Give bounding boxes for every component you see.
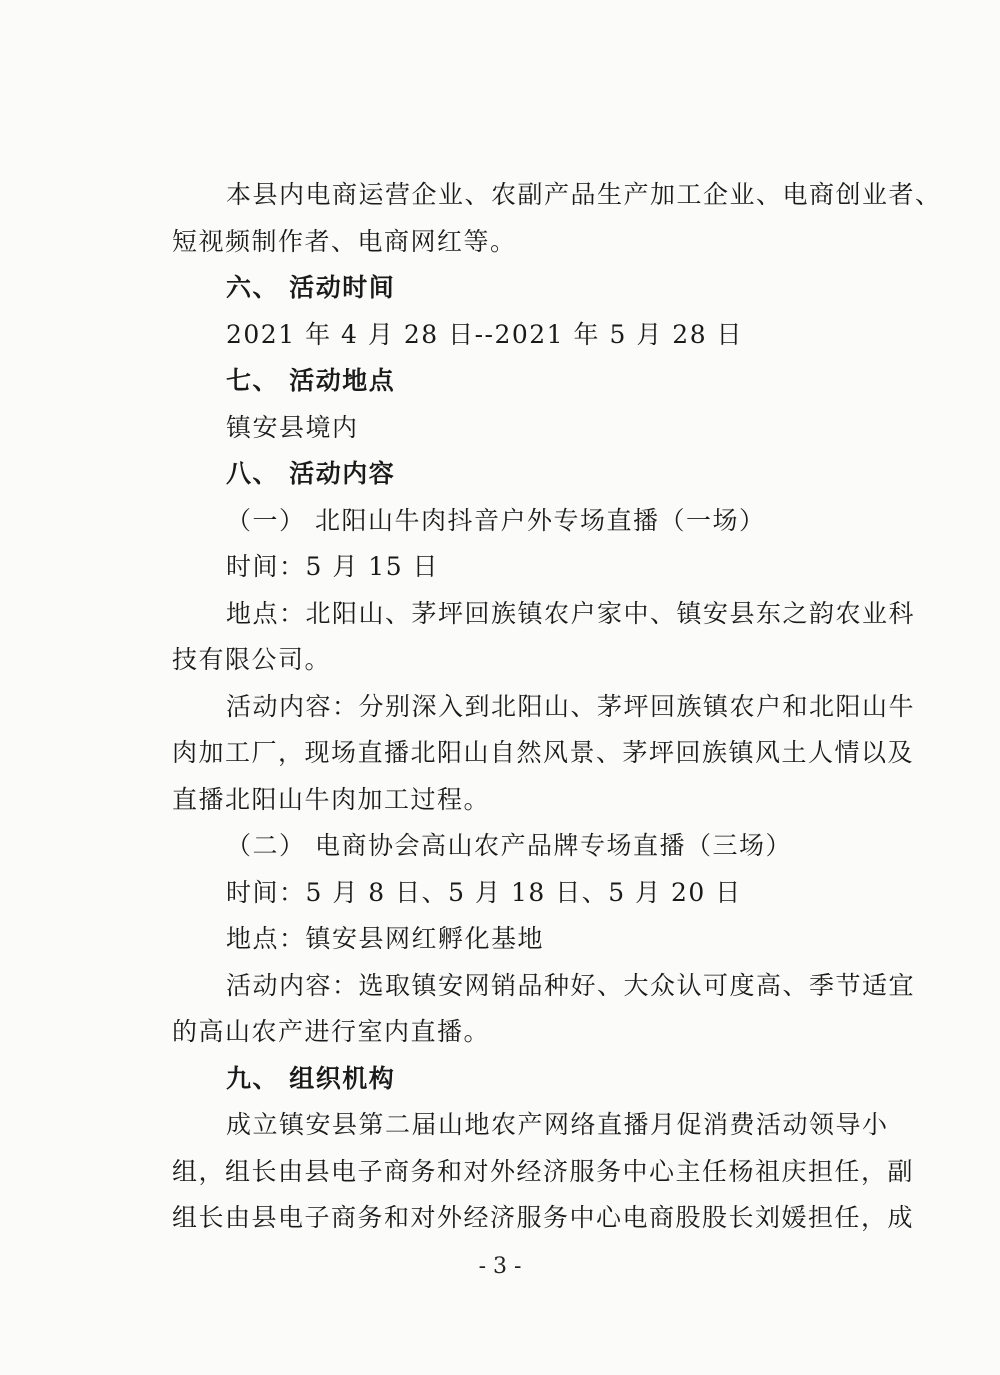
- event-2-location: 地点：镇安县网红孵化基地: [226, 924, 545, 953]
- organization-para-3: 组长由县电子商务和对外经济服务中心电商股股长刘媛担任，成: [172, 1203, 915, 1232]
- event-1-content-1: 活动内容：分别深入到北阳山、茅坪回族镇农户和北阳山牛: [226, 691, 916, 721]
- organization-para-2: 组，组长由县电子商务和对外经济服务中心主任杨祖庆担任，副: [172, 1156, 915, 1186]
- activity-time-value: 2021 年 4 月 28 日--2021 年 5 月 28 日: [226, 319, 744, 349]
- subheading-event-2: （二） 电商协会高山农产品牌专场直播（三场）: [226, 831, 792, 860]
- heading-activity-content: 八、 活动内容: [226, 459, 396, 488]
- heading-activity-time: 六、 活动时间: [226, 273, 396, 302]
- para-participants-1: 本县内电商运营企业、农副产品生产加工企业、电商创业者、: [226, 180, 942, 209]
- organization-para-1: 成立镇安县第二届山地农产网络直播月促消费活动领导小: [226, 1110, 889, 1139]
- activity-location-value: 镇安县境内: [226, 412, 359, 442]
- page-number: - 3 -: [478, 1254, 522, 1279]
- subheading-event-1: （一） 北阳山牛肉抖音户外专场直播（一场）: [226, 505, 766, 535]
- event-2-time: 时间：5 月 8 日、5 月 18 日、5 月 20 日: [226, 877, 742, 907]
- event-1-content-2: 肉加工厂，现场直播北阳山自然风景、茅坪回族镇风土人情以及: [172, 738, 915, 767]
- event-1-location-2: 技有限公司。: [172, 645, 332, 674]
- event-1-location-1: 地点：北阳山、茅坪回族镇农户家中、镇安县东之韵农业科: [226, 598, 916, 628]
- heading-organization: 九、 组织机构: [226, 1063, 396, 1093]
- event-2-content-2: 的高山农产进行室内直播。: [172, 1017, 491, 1046]
- event-2-content-1: 活动内容：选取镇安网销品种好、大众认可度高、季节适宜: [226, 970, 916, 1000]
- heading-activity-location: 七、 活动地点: [226, 366, 396, 395]
- event-1-content-3: 直播北阳山牛肉加工过程。: [172, 784, 491, 814]
- body-text: [172, 172, 942, 1242]
- para-participants-2: 短视频制作者、电商网红等。: [172, 226, 517, 256]
- event-1-time: 时间：5 月 15 日: [226, 552, 440, 581]
